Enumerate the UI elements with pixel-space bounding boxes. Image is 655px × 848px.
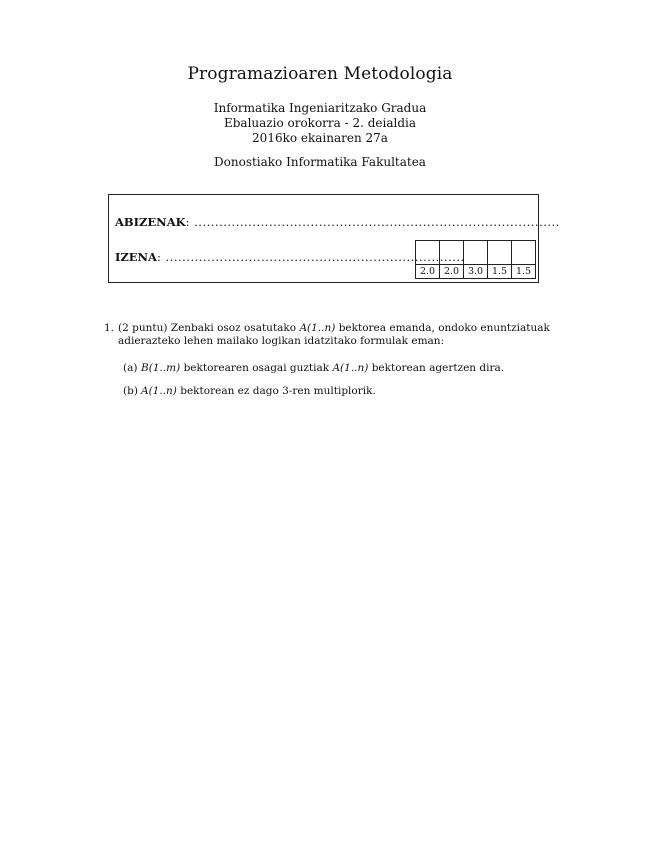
score-cell (416, 241, 440, 265)
name-field (115, 250, 465, 264)
points-cell: 2.0 (416, 265, 440, 279)
score-cell (440, 241, 464, 265)
score-cell (512, 241, 536, 265)
exam-session: Ebaluazio orokorra - 2. deialdia (223, 116, 417, 130)
points-row (416, 265, 536, 279)
faculty-name: Donostiako Informatika Fakultatea (214, 155, 426, 169)
question-number: 1. (104, 322, 115, 334)
score-table (415, 240, 536, 279)
score-cell (488, 241, 512, 265)
points-cell: 1.5 (488, 265, 512, 279)
degree-name: Informatika Ingeniaritzako Gradua (213, 101, 427, 115)
exam-date: 2016ko ekainaren 27a (252, 131, 388, 145)
surname-field (115, 215, 560, 229)
points-cell: 3.0 (464, 265, 488, 279)
name-label: IZENA (115, 250, 157, 264)
question-statement: (2 puntu) Zenbaki osoz osatutako A(1..n) bektorea emanda, ondoko enuntziatuak adierazteko lehen mailako logikan idatzitako formulak eman: (118, 322, 550, 347)
points-cell: 2.0 (440, 265, 464, 279)
score-cell (464, 241, 488, 265)
question-1 (104, 322, 564, 397)
surname-label: ABIZENAK (115, 215, 186, 229)
course-title: Programazioaren Metodologia (187, 64, 453, 84)
question-1a (123, 362, 504, 375)
points-cell: 1.5 (512, 265, 536, 279)
student-info-box (108, 194, 560, 283)
item-label: (b) (123, 385, 138, 397)
question-1b (123, 385, 376, 398)
name-dotted-line: : ........................................................................ (156, 250, 465, 264)
item-label: (a) (123, 362, 138, 374)
item-text: B(1..m) bektorearen osagai guztiak A(1..n) bektorean agertzen dira. (141, 362, 505, 374)
score-blank-row (416, 241, 536, 265)
item-text: A(1..n) bektorean ez dago 3-ren multiplorik. (141, 385, 376, 397)
surname-dotted-line: : ........................................................................................ (185, 215, 560, 229)
